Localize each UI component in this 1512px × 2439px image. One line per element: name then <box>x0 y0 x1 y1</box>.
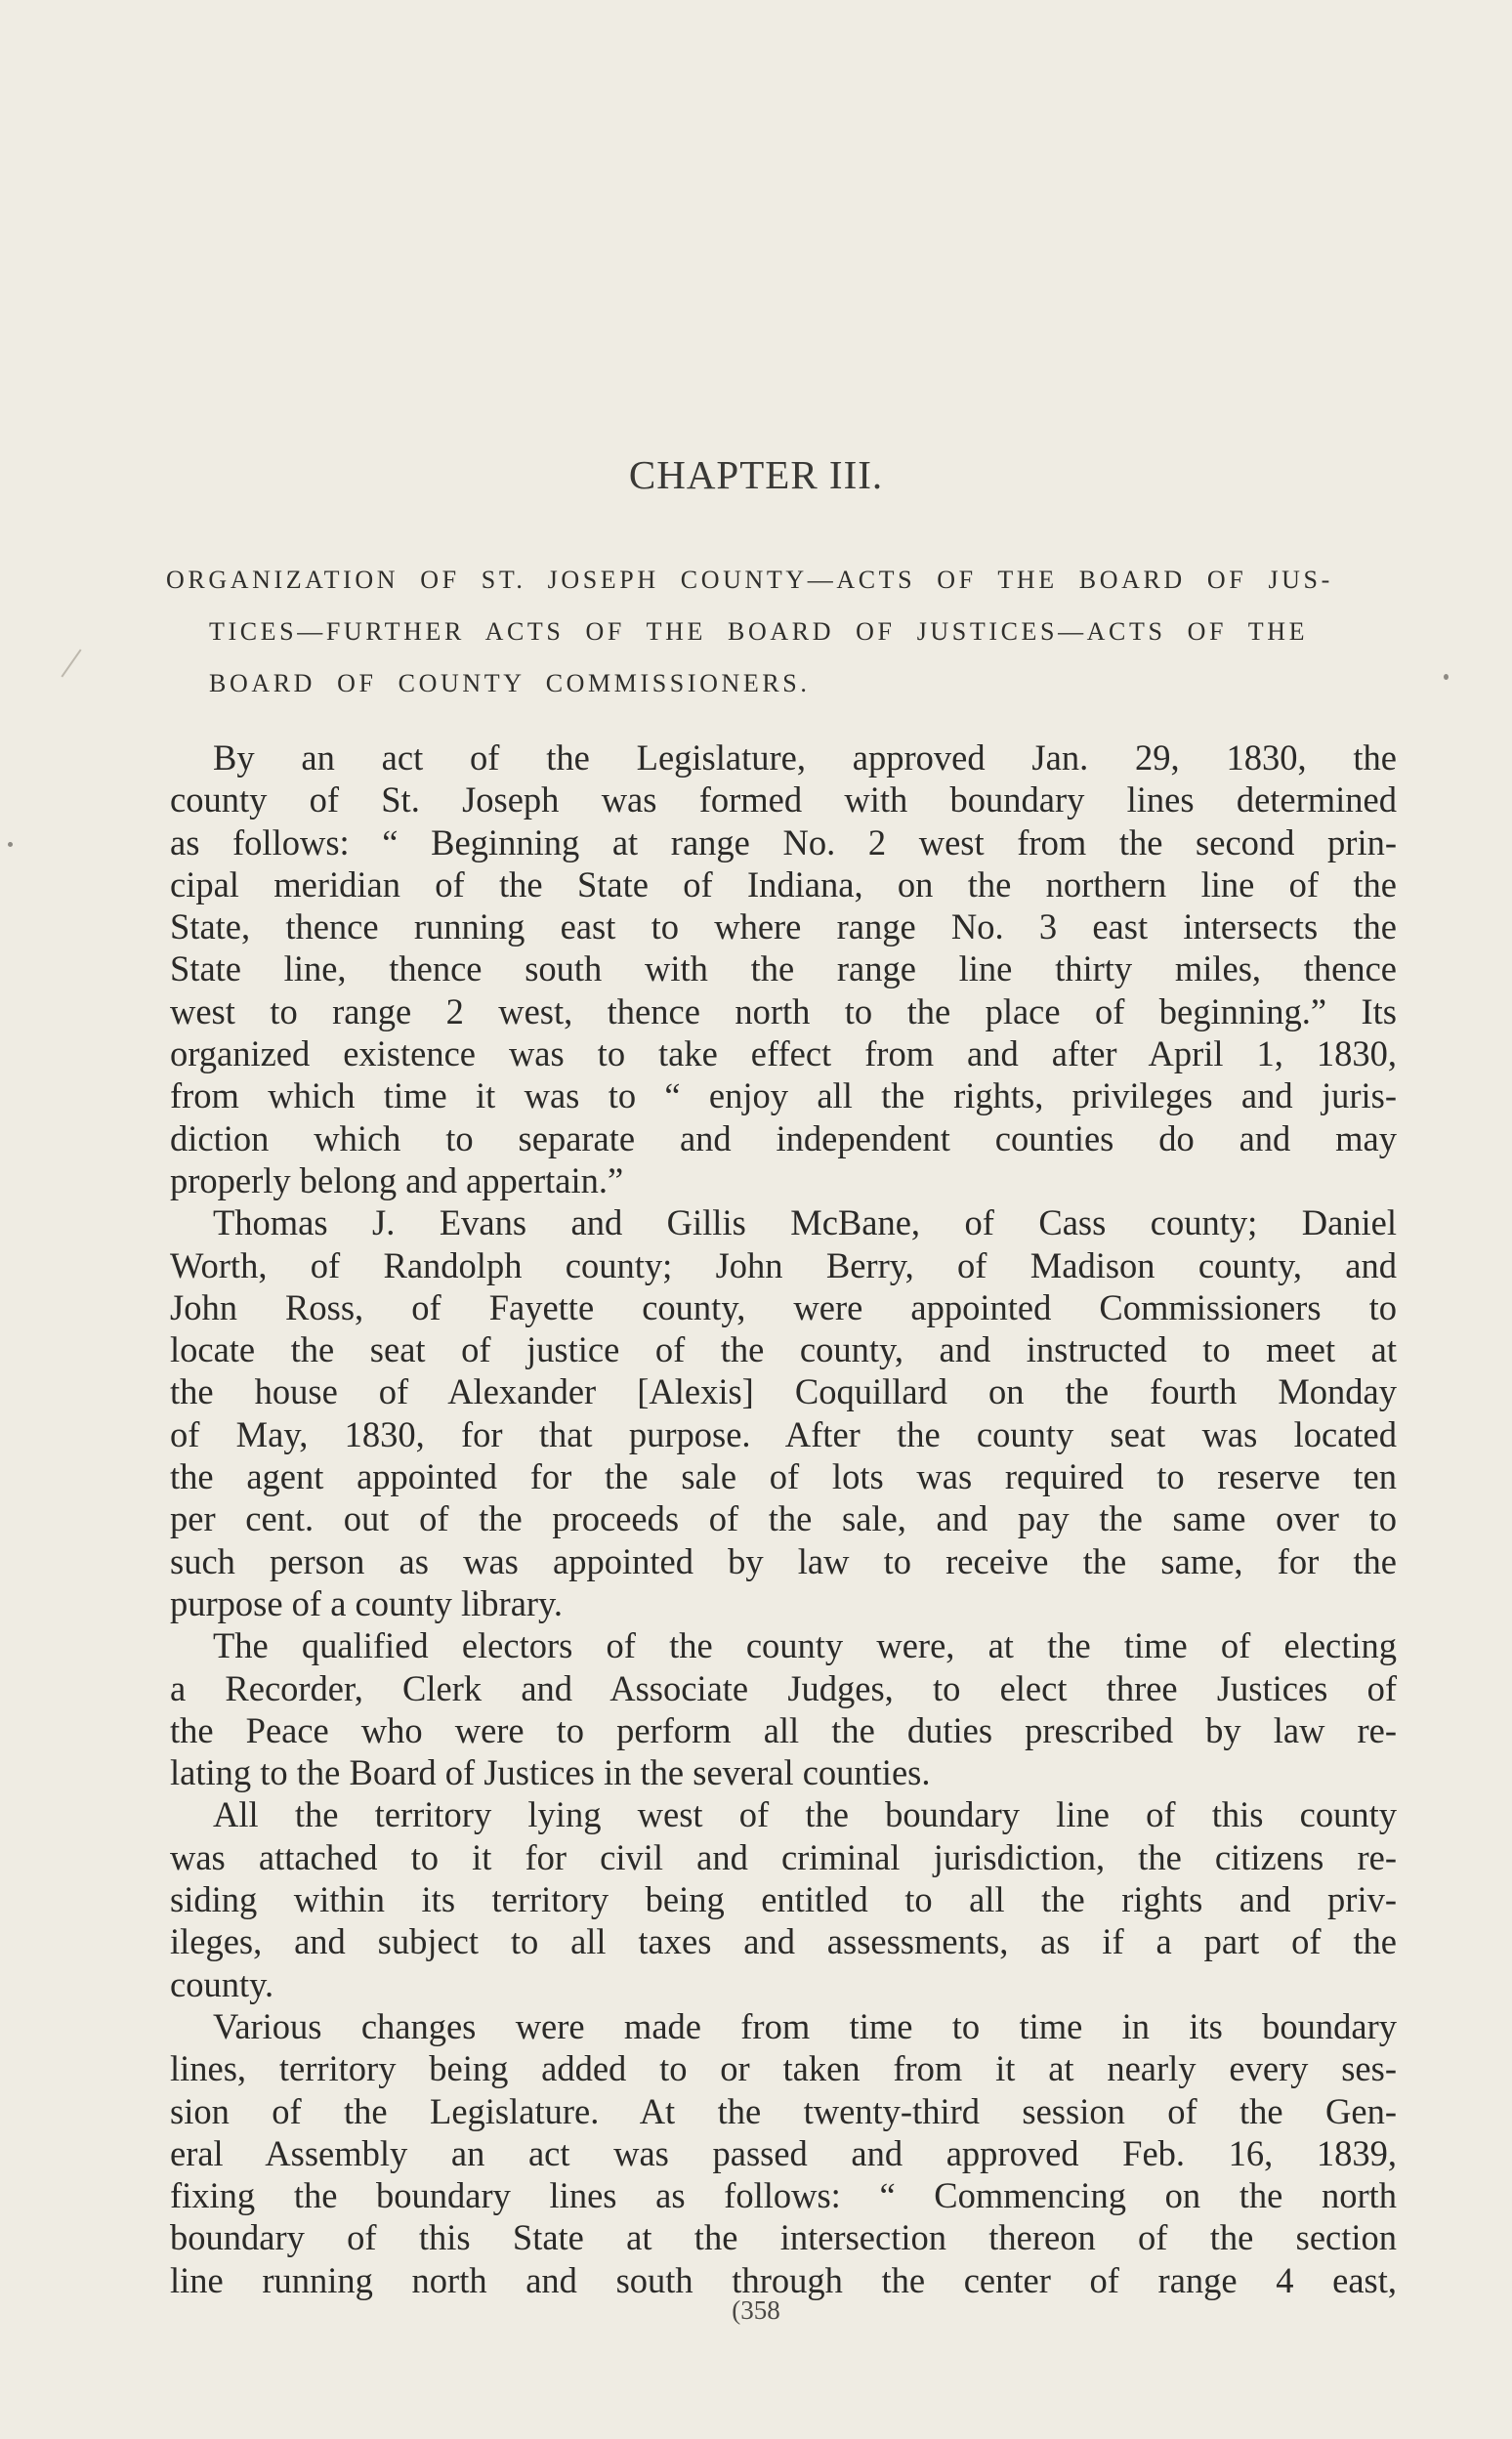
text-line: county of St. Joseph was formed with boundary lines determined <box>170 779 1397 820</box>
text-line: Various changes were made from time to time in its boundary <box>213 2005 1397 2046</box>
chapter-summary <box>166 554 1397 709</box>
text-line: Worth, of Randolph county; John Berry, of Madison county, and <box>170 1244 1397 1285</box>
text-line: per cent. out of the proceeds of the sale, and pay the same over to <box>170 1498 1397 1539</box>
text-line: organized existence was to take effect from and after April 1, 1830, <box>170 1033 1397 1074</box>
text-line: the agent appointed for the sale of lots was required to reserve ten <box>170 1456 1397 1497</box>
text-line: was attached to it for civil and criminal jurisdiction, the citizens re- <box>170 1836 1397 1877</box>
text-line: the Peace who were to perform all the duties prescribed by law re- <box>170 1709 1397 1750</box>
text-line: State, thence running east to where range No. 3 east intersects the <box>170 906 1397 947</box>
text-line: sion of the Legislature. At the twenty-third session of the Gen- <box>170 2090 1397 2131</box>
text-line: ileges, and subject to all taxes and assessments, as if a part of the <box>170 1921 1397 1962</box>
text-line: lating to the Board of Justices in the several counties. <box>170 1752 931 1793</box>
text-line: properly belong and appertain.” <box>170 1159 624 1200</box>
text-line: west to range 2 west, thence north to the place of beginning.” Its <box>170 990 1397 1031</box>
text-line: All the territory lying west of the boundary line of this county <box>213 1794 1397 1835</box>
text-line: line running north and south through the center of range 4 east, <box>170 2259 1397 2300</box>
text-line: purpose of a county library. <box>170 1582 564 1623</box>
paper-scratch-mark <box>61 650 81 678</box>
text-line: such person as was appointed by law to receive the same, for the <box>170 1540 1397 1581</box>
text-line: John Ross, of Fayette county, were appointed Commissioners to <box>170 1286 1397 1327</box>
text-line: siding within its territory being entitled to all the rights and priv- <box>170 1879 1397 1920</box>
body-text <box>170 736 1397 2301</box>
text-line: cipal meridian of the State of Indiana, on the northern line of the <box>170 863 1397 904</box>
text-line: county. <box>170 1963 274 2004</box>
text-line: diction which to separate and independent counties do and may <box>170 1117 1397 1158</box>
text-line: eral Assembly an act was passed and approved Feb. 16, 1839, <box>170 2132 1397 2173</box>
summary-line: BOARD OF COUNTY COMMISSIONERS. <box>209 669 811 697</box>
paper-speck <box>1444 674 1449 680</box>
text-line: lines, territory being added to or taken from it at nearly every ses- <box>170 2048 1397 2089</box>
text-line: By an act of the Legislature, approved Jan. 29, 1830, the <box>213 737 1397 778</box>
text-line: boundary of this State at the intersection thereon of the section <box>170 2217 1397 2258</box>
text-line: as follows: “ Beginning at range No. 2 west from the second prin- <box>170 821 1397 862</box>
text-line: fixing the boundary lines as follows: “ Commencing on the north <box>170 2175 1397 2216</box>
summary-line: TICES—FURTHER ACTS OF THE BOARD OF JUSTICES—ACTS OF THE <box>209 617 1309 646</box>
text-line: The qualified electors of the county were, at the time of electing <box>213 1625 1397 1666</box>
text-line: Thomas J. Evans and Gillis McBane, of Cass county; Daniel <box>213 1202 1397 1243</box>
text-line: locate the seat of justice of the county, and instructed to meet at <box>170 1329 1397 1370</box>
text-line: of May, 1830, for that purpose. After the county seat was located <box>170 1413 1397 1454</box>
paper-speck <box>8 842 13 847</box>
text-line: the house of Alexander [Alexis] Coquillard on the fourth Monday <box>170 1371 1397 1412</box>
chapter-title: CHAPTER III. <box>628 452 884 497</box>
summary-line: ORGANIZATION OF ST. JOSEPH COUNTY—ACTS OF THE BOARD OF JUS- <box>166 566 1333 594</box>
text-line: from which time it was to “ enjoy all the rights, privileges and juris- <box>170 1075 1397 1116</box>
text-line: State line, thence south with the range line thirty miles, thence <box>170 948 1397 989</box>
page-number: (358 <box>732 2295 780 2325</box>
text-line: a Recorder, Clerk and Associate Judges, to elect three Justices of <box>170 1667 1397 1708</box>
